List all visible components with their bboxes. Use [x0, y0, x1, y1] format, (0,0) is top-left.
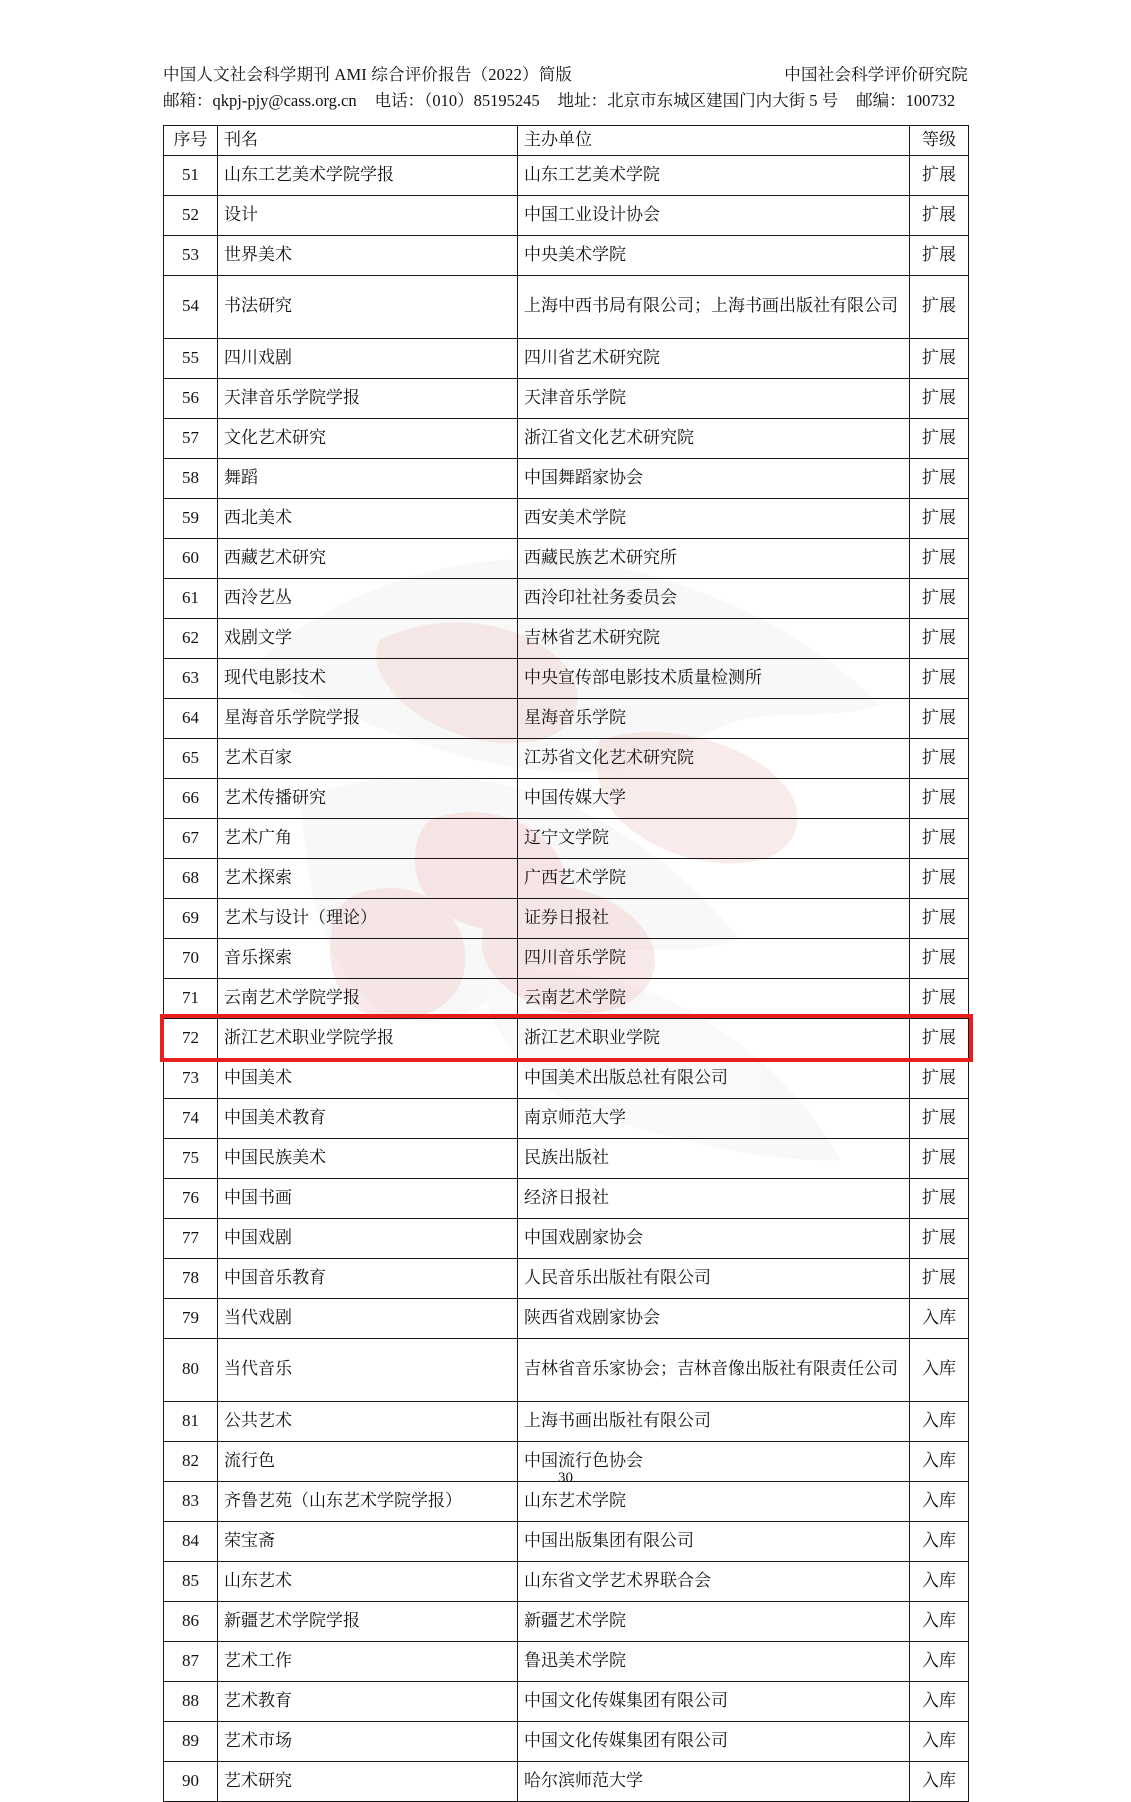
table-row: [164, 1138, 969, 1178]
cell-level: 扩展: [910, 1178, 969, 1218]
cell-level: 扩展: [910, 498, 969, 538]
table-row: [164, 378, 969, 418]
cell-organizer: 吉林省艺术研究院: [518, 618, 910, 658]
cell-no: 60: [164, 538, 218, 578]
cell-no: 68: [164, 858, 218, 898]
journal-table: [163, 125, 969, 1802]
cell-no: 76: [164, 1178, 218, 1218]
table-row: [164, 578, 969, 618]
cell-journal-name: 西北美术: [218, 498, 518, 538]
cell-no: 84: [164, 1521, 218, 1561]
cell-no: 81: [164, 1401, 218, 1441]
cell-level: 入库: [910, 1441, 969, 1481]
cell-level: 扩展: [910, 978, 969, 1018]
cell-organizer: 中国戏剧家协会: [518, 1218, 910, 1258]
table-row: [164, 978, 969, 1018]
cell-no: 53: [164, 235, 218, 275]
cell-no: 62: [164, 618, 218, 658]
column-header-no: 序号: [164, 125, 218, 155]
table-row: [164, 1338, 969, 1401]
cell-level: 入库: [910, 1561, 969, 1601]
cell-no: 74: [164, 1098, 218, 1138]
cell-journal-name: 文化艺术研究: [218, 418, 518, 458]
cell-journal-name: 中国书画: [218, 1178, 518, 1218]
cell-journal-name: 西藏艺术研究: [218, 538, 518, 578]
cell-level: 入库: [910, 1681, 969, 1721]
cell-organizer: 中国舞蹈家协会: [518, 458, 910, 498]
report-title: 中国人文社会科学期刊 AMI 综合评价报告（2022）简版: [163, 65, 573, 84]
cell-level: 扩展: [910, 155, 969, 195]
cell-no: 85: [164, 1561, 218, 1601]
cell-level: 扩展: [910, 618, 969, 658]
cell-organizer: 中国文化传媒集团有限公司: [518, 1681, 910, 1721]
cell-level: 扩展: [910, 195, 969, 235]
cell-no: 90: [164, 1761, 218, 1801]
cell-no: 83: [164, 1481, 218, 1521]
cell-no: 64: [164, 698, 218, 738]
cell-organizer: 新疆艺术学院: [518, 1601, 910, 1641]
cell-no: 86: [164, 1601, 218, 1641]
cell-level: 扩展: [910, 1218, 969, 1258]
cell-level: 扩展: [910, 458, 969, 498]
table-row: [164, 458, 969, 498]
cell-no: 57: [164, 418, 218, 458]
cell-organizer: 中国文化传媒集团有限公司: [518, 1721, 910, 1761]
cell-organizer: 民族出版社: [518, 1138, 910, 1178]
cell-organizer: 哈尔滨师范大学: [518, 1761, 910, 1801]
cell-no: 82: [164, 1441, 218, 1481]
cell-organizer: 山东工艺美术学院: [518, 155, 910, 195]
cell-organizer: 广西艺术学院: [518, 858, 910, 898]
cell-organizer: 浙江省文化艺术研究院: [518, 418, 910, 458]
cell-journal-name: 新疆艺术学院学报: [218, 1601, 518, 1641]
cell-level: 扩展: [910, 1018, 969, 1058]
cell-no: 52: [164, 195, 218, 235]
table-row: [164, 1098, 969, 1138]
cell-level: 扩展: [910, 1138, 969, 1178]
cell-no: 77: [164, 1218, 218, 1258]
cell-organizer: 陕西省戏剧家协会: [518, 1298, 910, 1338]
cell-no: 67: [164, 818, 218, 858]
cell-no: 71: [164, 978, 218, 1018]
cell-journal-name: 书法研究: [218, 275, 518, 338]
cell-level: 扩展: [910, 418, 969, 458]
cell-journal-name: 当代戏剧: [218, 1298, 518, 1338]
table-row: [164, 1521, 969, 1561]
cell-journal-name: 当代音乐: [218, 1338, 518, 1401]
cell-organizer: 云南艺术学院: [518, 978, 910, 1018]
document-header: [163, 0, 968, 115]
column-header-journal: 刊名: [218, 125, 518, 155]
table-row: [164, 778, 969, 818]
cell-organizer: 证券日报社: [518, 898, 910, 938]
cell-organizer: 星海音乐学院: [518, 698, 910, 738]
cell-organizer: 中央美术学院: [518, 235, 910, 275]
cell-journal-name: 艺术工作: [218, 1641, 518, 1681]
cell-journal-name: 中国民族美术: [218, 1138, 518, 1178]
table-row: [164, 1401, 969, 1441]
cell-journal-name: 公共艺术: [218, 1401, 518, 1441]
email-label: [163, 88, 357, 114]
cell-journal-name: 山东工艺美术学院学报: [218, 155, 518, 195]
cell-level: 入库: [910, 1721, 969, 1761]
cell-level: 扩展: [910, 778, 969, 818]
table-row: [164, 1601, 969, 1641]
cell-organizer: 中央宣传部电影技术质量检测所: [518, 658, 910, 698]
cell-no: 78: [164, 1258, 218, 1298]
table-row: [164, 1641, 969, 1681]
cell-journal-name: 星海音乐学院学报: [218, 698, 518, 738]
cell-journal-name: 中国美术: [218, 1058, 518, 1098]
cell-organizer: 上海书画出版社有限公司: [518, 1401, 910, 1441]
cell-organizer: 四川省艺术研究院: [518, 338, 910, 378]
cell-level: 入库: [910, 1601, 969, 1641]
cell-organizer: 南京师范大学: [518, 1098, 910, 1138]
table-row: [164, 1561, 969, 1601]
cell-level: 扩展: [910, 658, 969, 698]
cell-organizer: 吉林省音乐家协会；吉林音像出版社有限责任公司: [518, 1338, 910, 1401]
table-row: [164, 1681, 969, 1721]
cell-journal-name: 齐鲁艺苑（山东艺术学院学报）: [218, 1481, 518, 1521]
table-row: [164, 155, 969, 195]
cell-organizer: 上海中西书局有限公司；上海书画出版社有限公司: [518, 275, 910, 338]
cell-organizer: 中国美术出版总社有限公司: [518, 1058, 910, 1098]
cell-organizer: 西藏民族艺术研究所: [518, 538, 910, 578]
cell-organizer: 经济日报社: [518, 1178, 910, 1218]
table-row: [164, 275, 969, 338]
cell-no: 56: [164, 378, 218, 418]
table-row: [164, 1258, 969, 1298]
table-row: [164, 538, 969, 578]
cell-organizer: 山东艺术学院: [518, 1481, 910, 1521]
cell-organizer: 中国工业设计协会: [518, 195, 910, 235]
cell-journal-name: 浙江艺术职业学院学报: [218, 1018, 518, 1058]
cell-level: 入库: [910, 1761, 969, 1801]
cell-organizer: 天津音乐学院: [518, 378, 910, 418]
cell-no: 51: [164, 155, 218, 195]
table-row: [164, 1058, 969, 1098]
cell-no: 72: [164, 1018, 218, 1058]
table-row: [164, 338, 969, 378]
cell-journal-name: 戏剧文学: [218, 618, 518, 658]
cell-journal-name: 现代电影技术: [218, 658, 518, 698]
cell-organizer: 鲁迅美术学院: [518, 1641, 910, 1681]
cell-level: 扩展: [910, 338, 969, 378]
page-number: 30: [558, 1470, 573, 1486]
cell-organizer: 中国出版集团有限公司: [518, 1521, 910, 1561]
table-row: [164, 498, 969, 538]
cell-no: 59: [164, 498, 218, 538]
cell-journal-name: 艺术百家: [218, 738, 518, 778]
cell-organizer: 辽宁文学院: [518, 818, 910, 858]
table-row: [164, 1761, 969, 1801]
cell-level: 扩展: [910, 898, 969, 938]
cell-level: 入库: [910, 1401, 969, 1441]
table-row: [164, 195, 969, 235]
cell-journal-name: 艺术与设计（理论）: [218, 898, 518, 938]
cell-organizer: 江苏省文化艺术研究院: [518, 738, 910, 778]
table-row: [164, 618, 969, 658]
cell-level: 扩展: [910, 1258, 969, 1298]
cell-no: 89: [164, 1721, 218, 1761]
email-value: qkpj-pjy@cass.org.cn: [212, 91, 357, 111]
cell-level: 扩展: [910, 1058, 969, 1098]
header-line-two: [163, 88, 968, 114]
cell-level: 入库: [910, 1521, 969, 1561]
cell-journal-name: 山东艺术: [218, 1561, 518, 1601]
postcode-text: 邮编：100732: [856, 91, 956, 111]
cell-no: 73: [164, 1058, 218, 1098]
email-label-text: 邮箱：: [163, 91, 213, 111]
journal-table-container: [163, 125, 968, 1802]
cell-no: 79: [164, 1298, 218, 1338]
table-row: [164, 235, 969, 275]
cell-level: 扩展: [910, 378, 969, 418]
cell-no: 54: [164, 275, 218, 338]
cell-level: 扩展: [910, 1098, 969, 1138]
cell-journal-name: 音乐探索: [218, 938, 518, 978]
cell-journal-name: 四川戏剧: [218, 338, 518, 378]
cell-journal-name: 世界美术: [218, 235, 518, 275]
cell-no: 66: [164, 778, 218, 818]
cell-no: 58: [164, 458, 218, 498]
cell-no: 69: [164, 898, 218, 938]
cell-level: 扩展: [910, 738, 969, 778]
column-header-level: 等级: [910, 125, 969, 155]
cell-level: 扩展: [910, 235, 969, 275]
cell-journal-name: 艺术市场: [218, 1721, 518, 1761]
cell-level: 扩展: [910, 275, 969, 338]
cell-organizer: 山东省文学艺术界联合会: [518, 1561, 910, 1601]
table-row: [164, 738, 969, 778]
table-row: [164, 858, 969, 898]
table-row: [164, 1218, 969, 1258]
cell-journal-name: 艺术传播研究: [218, 778, 518, 818]
header-line-one: [163, 62, 968, 88]
cell-no: 70: [164, 938, 218, 978]
cell-organizer: 四川音乐学院: [518, 938, 910, 978]
table-row: [164, 698, 969, 738]
cell-no: 75: [164, 1138, 218, 1178]
cell-journal-name: 艺术研究: [218, 1761, 518, 1801]
cell-journal-name: 云南艺术学院学报: [218, 978, 518, 1018]
cell-journal-name: 中国戏剧: [218, 1218, 518, 1258]
cell-journal-name: 荣宝斋: [218, 1521, 518, 1561]
cell-journal-name: 艺术探索: [218, 858, 518, 898]
table-row: [164, 658, 969, 698]
cell-no: 80: [164, 1338, 218, 1401]
cell-journal-name: 舞蹈: [218, 458, 518, 498]
cell-journal-name: 设计: [218, 195, 518, 235]
address-text: 地址：北京市东城区建国门内大街 5 号: [557, 91, 839, 111]
cell-journal-name: 西泠艺丛: [218, 578, 518, 618]
cell-level: 入库: [910, 1641, 969, 1681]
cell-no: 65: [164, 738, 218, 778]
cell-level: 扩展: [910, 938, 969, 978]
table-row: [164, 1481, 969, 1521]
table-row: [164, 418, 969, 458]
cell-no: 88: [164, 1681, 218, 1721]
cell-organizer: 西安美术学院: [518, 498, 910, 538]
cell-level: 入库: [910, 1481, 969, 1521]
cell-journal-name: 中国音乐教育: [218, 1258, 518, 1298]
table-row: [164, 818, 969, 858]
table-header-row: [164, 125, 969, 155]
cell-journal-name: 天津音乐学院学报: [218, 378, 518, 418]
cell-no: 87: [164, 1641, 218, 1681]
table-row: [164, 898, 969, 938]
cell-level: 扩展: [910, 538, 969, 578]
table-body: [164, 155, 969, 1801]
cell-level: 入库: [910, 1338, 969, 1401]
cell-journal-name: 艺术教育: [218, 1681, 518, 1721]
table-row: [164, 938, 969, 978]
cell-organizer: 中国流行色协会: [518, 1441, 910, 1481]
cell-journal-name: 流行色: [218, 1441, 518, 1481]
cell-level: 扩展: [910, 578, 969, 618]
cell-organizer: 中国传媒大学: [518, 778, 910, 818]
cell-journal-name: 艺术广角: [218, 818, 518, 858]
column-header-organizer: 主办单位: [518, 125, 910, 155]
cell-organizer: 人民音乐出版社有限公司: [518, 1258, 910, 1298]
cell-level: 扩展: [910, 858, 969, 898]
cell-no: 61: [164, 578, 218, 618]
cell-no: 55: [164, 338, 218, 378]
cell-level: 入库: [910, 1298, 969, 1338]
cell-level: 扩展: [910, 818, 969, 858]
cell-organizer: 浙江艺术职业学院: [518, 1018, 910, 1058]
issuing-institute: 中国社会科学评价研究院: [784, 65, 968, 84]
cell-no: 63: [164, 658, 218, 698]
table-row: [164, 1721, 969, 1761]
table-row: [164, 1178, 969, 1218]
cell-organizer: 西泠印社社务委员会: [518, 578, 910, 618]
cell-journal-name: 中国美术教育: [218, 1098, 518, 1138]
cell-level: 扩展: [910, 698, 969, 738]
table-row: [164, 1018, 969, 1058]
table-row: [164, 1298, 969, 1338]
phone-text: 电话：（010）85195245: [374, 91, 540, 111]
